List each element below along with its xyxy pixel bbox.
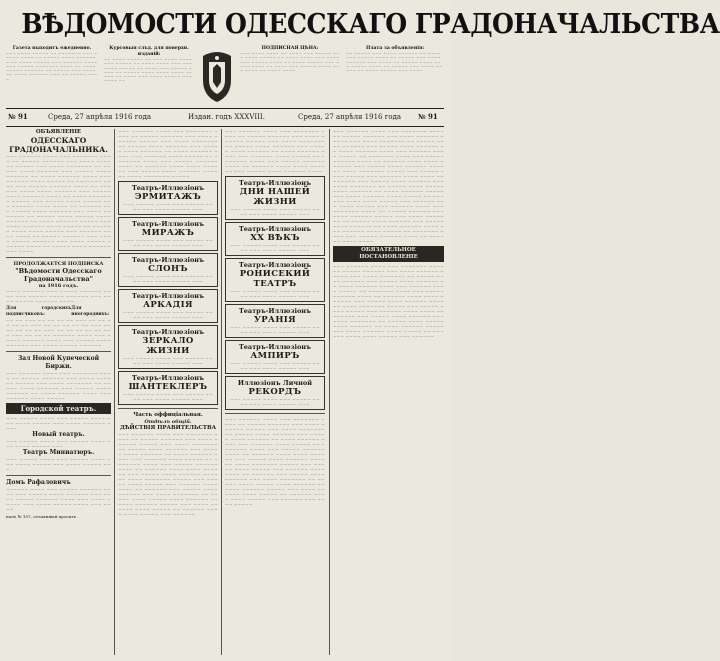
column-divider-1 — [114, 129, 115, 655]
theatre-ad-kicker: Театръ-Иллюзiонъ — [238, 343, 312, 351]
mandatory-regulation-banner: ОБЯЗАТЕЛЬНОЕ ПОСТАНОВЛЕНIЕ — [333, 246, 444, 262]
rafalovich-last-line: налъ № 107, отчаянный проектъ. — [6, 514, 78, 519]
masthead — [6, 4, 720, 46]
theatre-ad-kicker: Театръ-Иллюзiонъ — [238, 261, 312, 269]
theatre-ad-name: СЛОНЪ — [148, 264, 188, 274]
theatre-ad-name: РОНИСЕКИЙ ТЕАТРЪ — [239, 269, 311, 289]
newspaper-title: ВѢДОМОСТИ ОДЕССКАГО ГРАДОНАЧАЛЬСТВА — [21, 9, 720, 40]
subscription-newspaper-title: "Вѣдомости Одесскаго Градоначальства" — [15, 267, 102, 283]
theatre-ad: Театръ-Иллюзiонъ СЛОНЪ ~~~ ~~~~~ ~~~~ ~~~ ~~~~~ ~~~~ ~~~ ~~~~ ~~~~~ ~~~ — [118, 253, 218, 287]
theatre-ad-kicker: Театръ-Иллюзiонъ — [131, 328, 205, 336]
theatre-ad-kicker: Театръ-Иллюзiонъ — [131, 374, 205, 382]
theatre-ad: Иллюзiонъ Личной РЕКОРДЪ ~~~ ~~~~~ ~~~~ ~~~ ~~~~~ ~~~~ ~~~ ~~~~ ~~~~~ ~~~ — [225, 376, 325, 410]
miniature-theatre-title: Театръ Миниатюръ. — [22, 449, 95, 456]
theatre-ad: Театръ-Иллюзiонъ МИРАЖЪ ~~~ ~~~~~ ~~~~ ~~~ ~~~~~ ~~~~ ~~~ ~~~~ ~~~~~ ~~~ — [118, 217, 218, 251]
announcement-title: ОДЕССКАГО ГРАДОНАЧАЛЬНИКА. — [9, 136, 108, 154]
theatre-ad-name: МИРАЖЪ — [141, 228, 195, 238]
new-theatre-title: Новый театръ. — [32, 431, 85, 438]
theatre-ad: Театръ-Иллюзiонъ АРКАДIЯ ~~~ ~~~~~ ~~~~ ~~~ ~~~~~ ~~~~ ~~~ ~~~~ ~~~~~ ~~~ — [118, 289, 218, 323]
column-divider-3 — [329, 129, 330, 655]
official-part-heading: Часть оффицiальная. — [133, 412, 203, 418]
rates-heading: Курсовыя слъд. для поверхн. изданiй: — [109, 46, 189, 57]
out-of-town-heading: Для иногороднихъ: — [71, 306, 110, 317]
subscription-year: на 1916 годъ. — [38, 283, 79, 289]
theatre-ad-name: АРКАДIЯ — [143, 300, 193, 310]
theatre-ad-name: ЗЕРКАЛО ЖИЗНИ — [142, 336, 194, 356]
issue-number-left: № 91 — [8, 112, 28, 121]
column-2: ~~~ ~~~~~~ ~~~~ ~~~ ~~~~~~~ ~~~~ ~~ ~~~~~ ~~~~~~ ~~~ ~~~~ ~~~~~~ ~~~~~ ~~~ ~~~~ ~~~~~~~ ~~ ~~~~~ ~~~~ ~~~~~~ ~~~ ~~~~~ ~~~~ ~~~~~~ ~~ ~~~~ ~~~~~~ ~~~~ ~~~ ~~~~~~ ~~~~ ~~~~~ ~~ ~~~~~~~ ~~~~ ~~~ ~~~~~ ~~~~~~ ~~~~ ~~ ~~~~~~ ~~~~ ~~~~ ~~~~~~ ~~~ ~~~~~ ~~~~ ~~~~~~ ~~~~ ~~ ~~~~ ~~~~~~~ ~~~~~ Театръ-Иллюзiонъ ЭРМИТАЖЪ ~~~ ~~~~~ ~~~~ ~~~ ~~~~~ ~~~~ ~~~ ~~~~ ~~~~~ ~~~ Театръ-Иллюзiонъ МИРАЖЪ ~~~ ~~~~~ ~~~~ ~~~ ~~~~~ ~~~~ ~~~ ~~~~ ~~~~~ ~~~ Театръ-Иллюзiонъ СЛОНЪ ~~~ ~~~~~ ~~~~ ~~~ ~~~~~ ~~~~ ~~~ ~~~~ ~~~~~ ~~~ Театръ-Иллюзiонъ АРКАДIЯ ~~~ ~~~~~ ~~~~ ~~~ ~~~~~ ~~~~ ~~~ ~~~~ ~~~~~ ~~~ Театръ-Иллюзiонъ ЗЕРКАЛО ЖИЗНИ ~~~ ~~~~~ ~~~~ ~~~ ~~~~~ ~~~~ ~~~ ~~~~ ~~~~~ ~~~ Театръ-Иллюзiонъ ШАНТЕКЛЕРЪ ~~~ ~~~~~ ~~~~ ~~~ ~~~~~ ~~~~ ~~~ ~~~~ ~~~~~ ~~~ Часть оффицiальная. Отдѣлъ общiй. ДѢЙСТВIЯ ПРАВИТЕЛЬСТВА ~~~ ~~~~~~ ~~~~ ~~~ ~~~~~~~ ~~~~ ~~ ~~~~~ ~~~~~~ ~~~ ~~~~ ~~~~~~ ~~~~~ ~~~ ~~~~ ~~~~~~~ ~~ ~~~~~ ~~~~ ~~~~~~ ~~~ ~~~~~ ~~~~ ~~~~~~ ~~ ~~~~ ~~~~~~ ~~~~ ~~~ ~~~~~~ ~~~~ ~~~~~ ~~ ~~~~~~~ ~~~~ ~~~ ~~~~~ ~~~~~~ ~~~~ ~~ ~~~~~~ ~~~~ ~~~~ ~~~~~~ ~~~ ~~~~~ ~~~~ ~~~~~~ ~~~~ ~~ ~~~~ ~~~~~~~ ~~~~~ ~~~ ~~~~~ ~~~~ ~~~~~ ~~~ ~~~~~~ ~~~~ ~~~~ ~~ ~~~~~~ ~~~ ~~~~~ ~~~~ ~~~~~~ ~~~ ~~~~ ~~~~~~~ ~~ ~~~~~ ~~~~ ~~~~~ ~~~~ ~~~~~~ ~~ ~~~~ ~~~~~~ ~~~~~ ~~~ ~~~~ ~~~~~~ ~~~~ ~~~~~ ~~ ~~~~~~ ~~~~ ~~~~ ~~~~~ ~~~ ~~~~~~ — [118, 129, 218, 517]
theatre-ad-kicker: Иллюзiонъ Личной — [237, 379, 313, 387]
dateline — [6, 108, 444, 127]
rafalovich-house-ad: Домъ Рафаловичъ — [6, 479, 71, 486]
column-3: ~~~ ~~~~~~ ~~~~ ~~~ ~~~~~~~ ~~~~ ~~ ~~~~~ ~~~~~~ ~~~ ~~~~ ~~~~~~ ~~~~~ ~~~ ~~~~ ~~~~~~~ ~~ ~~~~~ ~~~~ ~~~~~~ ~~~ ~~~~~ ~~~~ ~~~~~~ ~~ ~~~~ ~~~~~~ ~~~~ ~~~ ~~~~~~ ~~~~ ~~~~~ ~~ ~~~~~~~ ~~~~ ~~~ ~~~~~ ~~~~~~ ~~~~ ~~ ~~~~~~ ~~~~ ~~~~ ~~~~~~ ~~~ ~~~~~ ~~~~ ~~~~~~ ~~~~ Театръ-Иллюзiонъ ДНИ НАШЕЙ ЖИЗНИ ~~~ ~~~~~ ~~~~ ~~~ ~~~~~ ~~~~ ~~~ ~~~~ ~~~~~ ~~~ Театръ-Иллюзiонъ XX ВѢКЪ ~~~ ~~~~~ ~~~~ ~~~ ~~~~~ ~~~~ ~~~ ~~~~ ~~~~~ ~~~ Театръ-Иллюзiонъ РОНИСЕКИЙ ТЕАТРЪ ~~~ ~~~~~ ~~~~ ~~~ ~~~~~ ~~~~ ~~~ ~~~~ ~~~~~ ~~~ Театръ-Иллюзiонъ УРАНIЯ ~~~ ~~~~~ ~~~~ ~~~ ~~~~~ ~~~~ ~~~ ~~~~ ~~~~~ ~~~ Театръ-Иллюзiонъ АМПИРЪ ~~~ ~~~~~ ~~~~ ~~~ ~~~~~ ~~~~ ~~~ ~~~~ ~~~~~ ~~~ Иллюзiонъ Личной РЕКОРДЪ ~~~ ~~~~~ ~~~~ ~~~ ~~~~~ ~~~~ ~~~ ~~~~ ~~~~~ ~~~ ~~~ ~~~~~~ ~~~~ ~~~ ~~~~~~~ ~~~~ ~~ ~~~~~ ~~~~~~ ~~~ ~~~~ ~~~~~~ ~~~~~ ~~~ ~~~~ ~~~~~~~ ~~ ~~~~~ ~~~~ ~~~~~~ ~~~ ~~~~~ ~~~~ ~~~~~~ ~~ ~~~~ ~~~~~~ ~~~~ ~~~ ~~~~~~ ~~~~ ~~~~~ ~~ ~~~~~~~ ~~~~ ~~~ ~~~~~ ~~~~~~ ~~~~ ~~ ~~~~~~ ~~~~ ~~~~ ~~~~~~ ~~~ ~~~~~ ~~~~ ~~~~~~ ~~~~ ~~ ~~~~ ~~~~~~~ ~~~~~ ~~~ ~~~~~ ~~~~ ~~~~~ ~~~ ~~~~~~ ~~~~ ~~~~ ~~ ~~~~~~ ~~~ ~~~~~ ~~~~ ~~~~~~ ~~~ ~~~~ ~~~~~~~ ~~ ~~~~~ ~~~~ ~~~~~ ~~~~ ~~~~~~ ~~ ~~~~ ~~~~~~ ~~~~~ ~~~ ~~~~ ~~~~~~ ~~~~ ~~~~~ ~~ ~~~~~~ ~~~~ ~~~~ ~~~~~ ~~~ ~~~~~~ ~~~ ~~~~ ~~~~~ — [225, 129, 325, 507]
rates-block: Курсовыя слъд. для поверхн. изданiй: ~~ ~~~~ ~~~~~ ~~ ~~~ ~~~~ ~~~~ ~~~ ~~~~~ ~~ ~~~~ ~~~~ ~~~ ~~~ ~~~~ ~~~~~ ~~ ~~~~ ~~~ ~~~~~ ~~~~ ~~ ~~~~~ ~~~~ ~~~~ ~~~~ ~~~~~ ~~ ~~~~ ~~~ ~~~~ ~~~~~ ~~~ ~~~~ ~~ — [104, 46, 193, 84]
publication-info: Газета выходитъ ежедневно. ~~~ ~~~~ ~~~~~ ~~ ~~~~~~~ ~~~ ~~~~~ ~~~~ ~~ ~~~~~ ~~~~ ~~~~~~~ ~~ ~~~~ ~~~~~ ~~~ ~~~~~~ ~~~~ ~~~ ~~~~~ ~~~~~~~ ~~~~ ~~ ~~~~ ~~~~~ ~~~~~~ ~~ ~~~~~ ~~~ ~~~~~~ ~~~~ ~~~~~~ ~~~ ~~ ~~~~~ ~~~~ — [6, 46, 98, 82]
city-theatre-banner: Городской театръ. — [6, 403, 111, 414]
advert-prices-heading: Плата за объявленiя: — [365, 46, 425, 51]
theatre-ad-kicker: Театръ-Иллюзiонъ — [131, 292, 205, 300]
government-actions-heading: ДѢЙСТВIЯ ПРАВИТЕЛЬСТВА — [119, 425, 217, 431]
theatre-ad-kicker: Театръ-Иллюзiонъ — [131, 220, 205, 228]
theatre-ad-kicker: Театръ-Иллюзiонъ — [131, 184, 205, 192]
theatre-ad-kicker: Театръ-Иллюзiонъ — [238, 179, 312, 187]
advert-prices-block: Плата за объявленiя: ~~ ~~~~~ ~~~ ~~~~ ~~~~~~ ~~ ~~~~ ~~~ ~~~~~ ~~~~ ~~ ~~~~~ ~~~ ~~~~ ~~~~~~ ~~~ ~~~~ ~~ ~~~~~ ~~~~ ~~~ ~~~~~ ~~~~ ~~ ~~~~~ ~~~ ~~~~ ~~~~~ ~~ ~~~~ ~~~~~ ~~~ ~~~~ — [346, 46, 443, 74]
theatre-ad: Театръ-Иллюзiонъ XX ВѢКЪ ~~~ ~~~~~ ~~~~ ~~~ ~~~~~ ~~~~ ~~~ ~~~~ ~~~~~ ~~~ — [225, 222, 325, 256]
announcement-body: ~~~ ~~~~~~ ~~~~ ~~~ ~~~~~~~ ~~~~ ~~ ~~~~~ ~~~~~~ ~~~ ~~~~ ~~~~~~ ~~~~~ ~~~ ~~~~ ~~~~~~~ ~~ ~~~~~ ~~~~ ~~~~~~ ~~~ ~~~~~ ~~~~ ~~~~~~ ~~ ~~~~ ~~~~~~ ~~~~ ~~~ ~~~~~~ ~~~~ ~~~~~ ~~ ~~~~~~~ ~~~~ ~~~ ~~~~~ ~~~~~~ ~~~~ ~~ ~~~~~~ ~~~~ ~~~~ ~~~~~~ ~~~ ~~~~~ ~~~~ ~~~~~~ ~~~~ ~~ ~~~~ ~~~~~~~ ~~~~~ ~~~ ~~~~~ ~~~~ ~~~~~ ~~~ ~~~~~~ ~~~~ ~~~~ ~~ ~~~~~~ ~~~ ~~~~~ ~~~~ ~~~~~~ ~~~ ~~~~ ~~~~~~~ ~~ ~~~~~ ~~~~ ~~~~~ ~~~~ ~~~~~~ ~~ ~~~~ ~~~~~~ ~~~~~ ~~~ ~~~~ ~~~~~~ ~~~~ ~~~~~ ~~ ~~~~~~ ~~~~ ~~~~ ~~~~~ ~~~ ~~~~~~ ~~~~ ~~~~ ~~ ~~~~~ ~~~~~~ ~~~ ~~~~ ~~~~~ ~~~~~~ ~~~ ~~~~ ~~~~~ ~~~~~~ ~~~~ ~~ ~~~~~ ~~~~ ~~~~~~ ~~~ ~~~~ — [6, 154, 111, 254]
issue-date-left: Среда, 27 апрѣля 1916 года — [48, 113, 152, 121]
publication-year: Издан. годъ XXXVIII. — [188, 113, 265, 121]
theatre-ad: Театръ-Иллюзiонъ ЭРМИТАЖЪ ~~~ ~~~~~ ~~~~ ~~~ ~~~~~ ~~~~ ~~~ ~~~~ ~~~~~ ~~~ — [118, 181, 218, 215]
general-section-heading: Отдѣлъ общiй. — [144, 419, 192, 425]
theatre-ad-name: РЕКОРДЪ — [248, 387, 302, 397]
theatre-ads-right — [225, 176, 325, 410]
exchange-hall-title: Зал Новой Купеческой Биржи. — [17, 355, 100, 370]
coat-of-arms-emblem — [199, 50, 235, 104]
column-4: ~~~ ~~~~~~ ~~~~ ~~~ ~~~~~~~ ~~~~ ~~ ~~~~~ ~~~~~~ ~~~ ~~~~ ~~~~~~ ~~~~~ ~~~ ~~~~ ~~~~~~~ ~~ ~~~~~ ~~~~ ~~~~~~ ~~~ ~~~~~ ~~~~ ~~~~~~ ~~ ~~~~ ~~~~~~ ~~~~ ~~~ ~~~~~~ ~~~~ ~~~~~ ~~ ~~~~~~~ ~~~~ ~~~ ~~~~~ ~~~~~~ ~~~~ ~~ ~~~~~~ ~~~~ ~~~~ ~~~~~~ ~~~ ~~~~~ ~~~~ ~~~~~~ ~~~~ ~~ ~~~~ ~~~~~~~ ~~~~~ ~~~ ~~~~~ ~~~~ ~~~~~ ~~~ ~~~~~~ ~~~~ ~~~~ ~~ ~~~~~~ ~~~ ~~~~~ ~~~~ ~~~~~~ ~~~ ~~~~ ~~~~~~~ ~~ ~~~~~ ~~~~ ~~~~~ ~~~~ ~~~~~~ ~~ ~~~~ ~~~~~~ ~~~~~ ~~~ ~~~~ ~~~~~~ ~~~~ ~~~~~ ~~ ~~~~~~ ~~~~ ~~~~ ~~~~~ ~~~ ~~~~~~ ~~~ ~~~~ ~~~~~ ~~~ ~~~~~~ ~~~~ ~~~ ~~~~~~~ ~~~~ ~~ ~~~~~ ~~~~~~ ~~~ ~~~~ ~~~~~~ ~~~~~ ~~~ ~~~~ ~~~~~~~ ~~ ~~~~~ ~~~~ ~~~~~~ ~~~ ~~~~~ ~~~~ ~~~~~~ ~~ ~~~~ ~~~~~~ ~~~~ ~~~ ~~~~~~ ~~~~ ~~~~~ ~~ ~~~~~~~ ~~~~ ~~~ ~~~~~ ~~~~~~ ~~~~ ~~ ~~~~~~ ~~~~ ~~~~ ОБЯЗАТЕЛЬНОЕ ПОСТАНОВЛЕНIЕ ~~~ ~~~~~~ ~~~~ ~~~ ~~~~~~~ ~~~~ ~~ ~~~~~ ~~~~~~ ~~~ ~~~~ ~~~~~~ ~~~~~ ~~~ ~~~~ ~~~~~~~ ~~ ~~~~~ ~~~~ ~~~~~~ ~~~ ~~~~~ ~~~~ ~~~~~~ ~~ ~~~~ ~~~~~~ ~~~~ ~~~ ~~~~~~ ~~~~ ~~~~~ ~~ ~~~~~~~ ~~~~ ~~~ ~~~~~ ~~~~~~ ~~~~ ~~ ~~~~~~ ~~~~ ~~~~ ~~~~~~ ~~~ ~~~~~ ~~~~ ~~~~~~ ~~~~ ~~ ~~~~ ~~~~~~~ ~~~~~ ~~~ ~~~~~ ~~~~ ~~~~~ ~~~ ~~~~~~ ~~~~ ~~~~ ~~ ~~~~~~ ~~~ ~~~~~ ~~~~ ~~~~~~ ~~~ ~~~~ ~~~~~~~ ~~ ~~~~~ ~~~~ ~~~~~ ~~~~ ~~~~~~ ~~ ~~~~ ~~~~~~ ~~~~~ ~~~ ~~~~ ~~~~~~ ~~~~ ~~~~~ ~~ ~~~~~~ ~~~~ ~~~~ ~~~~~ ~~~ ~~~~~~ — [333, 129, 444, 339]
subscription-price-heading: ПОДПИСНАЯ ЦѢНА: — [261, 46, 319, 51]
column-divider-2 — [221, 129, 222, 655]
theatre-ad-name: ЭРМИТАЖЪ — [134, 192, 202, 202]
theatre-ad-name: ШАНТЕКЛЕРЪ — [128, 382, 208, 392]
column-1: ОБЪЯВЛЕНIЕ ОДЕССКАГО ГРАДОНАЧАЛЬНИКА. ~~~ ~~~~~~ ~~~~ ~~~ ~~~~~~~ ~~~~ ~~ ~~~~~ ~~~~~~ ~~~ ~~~~ ~~~~~~ ~~~~~ ~~~ ~~~~ ~~~~~~~ ~~ ~~~~~ ~~~~ ~~~~~~ ~~~ ~~~~~ ~~~~ ~~~~~~ ~~ ~~~~ ~~~~~~ ~~~~ ~~~ ~~~~~~ ~~~~ ~~~~~ ~~ ~~~~~~~ ~~~~ ~~~ ~~~~~ ~~~~~~ ~~~~ ~~ ~~~~~~ ~~~~ ~~~~ ~~~~~~ ~~~ ~~~~~ ~~~~ ~~~~~~ ~~~~ ~~ ~~~~ ~~~~~~~ ~~~~~ ~~~ ~~~~~ ~~~~ ~~~~~ ~~~ ~~~~~~ ~~~~ ~~~~ ~~ ~~~~~~ ~~~ ~~~~~ ~~~~ ~~~~~~ ~~~ ~~~~ ~~~~~~~ ~~ ~~~~~ ~~~~ ~~~~~ ~~~~ ~~~~~~ ~~ ~~~~ ~~~~~~ ~~~~~ ~~~ ~~~~ ~~~~~~ ~~~~ ~~~~~ ~~ ~~~~~~ ~~~~ ~~~~ ~~~~~ ~~~ ~~~~~~ ~~~~ ~~~~ ~~ ~~~~~ ~~~~~~ ~~~ ~~~~ ~~~~~ ~~~~~~ ~~~ ~~~~ ~~~~~ ~~~~~~ ~~~~ ~~ ~~~~~ ~~~~ ~~~~~~ ~~~ ~~~~ ПРОДОЛЖАЕТСЯ ПОДПИСКА "Вѣдомости Одесскаго Градоначальства" на 1916 годъ. ~~~~ ~~~~~~ ~~~ ~~~~~ ~~~~~~ ~~~~ ~~~ ~~~~~ ~~~~ ~~~~~~ ~~~ ~~~~ ~~~~~ ~~~~~~ ~~~~ Для городскихъ подписчиковъ: Для иногороднихъ: ~~ ~~ ~~~ ~~ ~~ ~~ ~~ ~~~ ~~ ~~ ~~ ~~ ~~ ~~~ ~~ ~~ ~~ ~~ ~~ ~~~ ~~ ~~ ~~ ~~ ~~ ~~~ ~~ ~~ ~~ ~~ ~~ ~~~ ~~~ ~~ ~~ ~~ ~~~~~~ ~~~~ ~~~ ~~~~~ ~~~~~~ ~~~~ ~~~ ~~~~~ ~~~~ ~~~~~~ ~~~ ~~~~ ~~~~~ ~~~~~~ Зал Новой Купеческой Биржи. ~~~ ~~~~~~ ~~~~ ~~~ ~~~~~~~ ~~~~ ~~ ~~~~~ ~~~~~~ ~~~ ~~~~ ~~~~~~ ~~~~~ ~~~ ~~~~ ~~~~~~~ ~~ ~~~~~ ~~~~ ~~~~~~ ~~~ ~~~~~ ~~~~ ~~~~~~ ~~ ~~~~ ~~~~~~ ~~~~ ~~~ ~~~~~~ ~~~~ ~~~~~ Городской театръ. ~~~ ~~~~~ ~~~~ ~~~ ~~~~~ ~~~~ ~~~ ~~~~ ~~~~~ ~~~ ~~~~ ~~~~~~ ~~~~ Новый театръ. ~~~ ~~~~~ ~~~~ ~~~ ~~~~~ ~~~~ ~~~ ~~~~ ~~~~~ ~~~ Театръ Миниатюръ. ~~~ ~~~~~ ~~~~ ~~~ ~~~~~ ~~~~ ~~~ ~~~~ ~~~~~ ~~~ ~~~~ ~~~~~ ~~~ Домъ Рафаловичъ ~~~~~~ ~~~~ ~~~ ~~~~~ ~~~~~~ ~~~~ ~~~ ~~~~~ ~~~~ ~~~~~~ ~~~ ~~~~ ~~~~~ ~~~~~~ ~~~~ ~~~ ~~~~ ~~~~~ ~~~ ~~~~ ~~~~~ ~~~~ ~~~ ~~~~ налъ № 107, отчаянный проектъ. — [6, 129, 111, 519]
city-subscribers-heading: Для городскихъ подписчиковъ: — [6, 306, 72, 317]
theatre-ad: Театръ-Иллюзiонъ РОНИСЕКИЙ ТЕАТРЪ ~~~ ~~~~~ ~~~~ ~~~ ~~~~~ ~~~~ ~~~ ~~~~ ~~~~~ ~~~ — [225, 258, 325, 302]
theatre-ad-name: XX ВѢКЪ — [250, 233, 300, 243]
theatre-ads-left — [118, 181, 218, 405]
theatre-ad-name: ДНИ НАШЕЙ ЖИЗНИ — [239, 187, 311, 207]
subscription-label: ПРОДОЛЖАЕТСЯ ПОДПИСКА — [13, 261, 104, 267]
theatre-ad-kicker: Театръ-Иллюзiонъ — [238, 225, 312, 233]
theatre-ad-name: АМПИРЪ — [250, 351, 300, 361]
announcement-heading: ОБЪЯВЛЕНIЕ — [35, 129, 82, 135]
issue-date-right: Среда, 27 апрѣля 1916 года — [298, 113, 402, 121]
theatre-ad-kicker: Театръ-Иллюзiонъ — [131, 256, 205, 264]
theatre-ad: Театръ-Иллюзiонъ ШАНТЕКЛЕРЪ ~~~ ~~~~~ ~~~~ ~~~ ~~~~~ ~~~~ ~~~ ~~~~ ~~~~~ ~~~ — [118, 371, 218, 405]
top-band — [6, 46, 444, 108]
theatre-ad-name: УРАНIЯ — [253, 315, 297, 325]
theatre-ad: Театръ-Иллюзiонъ ЗЕРКАЛО ЖИЗНИ ~~~ ~~~~~ ~~~~ ~~~ ~~~~~ ~~~~ ~~~ ~~~~ ~~~~~ ~~~ — [118, 325, 218, 369]
publication-info-heading: Газета выходитъ ежедневно. — [12, 46, 92, 51]
theatre-ad: Театръ-Иллюзiонъ ДНИ НАШЕЙ ЖИЗНИ ~~~ ~~~~~ ~~~~ ~~~ ~~~~~ ~~~~ ~~~ ~~~~ ~~~~~ ~~~ — [225, 176, 325, 220]
theatre-ad: Театръ-Иллюзiонъ УРАНIЯ ~~~ ~~~~~ ~~~~ ~~~ ~~~~~ ~~~~ ~~~ ~~~~ ~~~~~ ~~~ — [225, 304, 325, 338]
issue-number-right: № 91 — [418, 112, 438, 121]
theatre-ad: Театръ-Иллюзiонъ АМПИРЪ ~~~ ~~~~~ ~~~~ ~~~ ~~~~~ ~~~~ ~~~ ~~~~ ~~~~~ ~~~ — [225, 340, 325, 374]
theatre-ad-kicker: Театръ-Иллюзiонъ — [238, 307, 312, 315]
subscription-price-block: ПОДПИСНАЯ ЦѢНА: ~~~ ~~~~ ~~~~ ~~ ~~~~ ~~~ ~~~~~ ~~~ ~~~~ ~~~~~ ~~ ~~~~ ~~~~ ~~~ ~~~~ ~~~ ~~~~~ ~~~~ ~~ ~~~~ ~~~~~ ~~~ ~~~~ ~~~~ ~~ ~~~~ ~~~ ~~~~~ ~~~~ ~~~ ~~~~ ~~ ~~~~ ~~~~ — [240, 46, 340, 74]
